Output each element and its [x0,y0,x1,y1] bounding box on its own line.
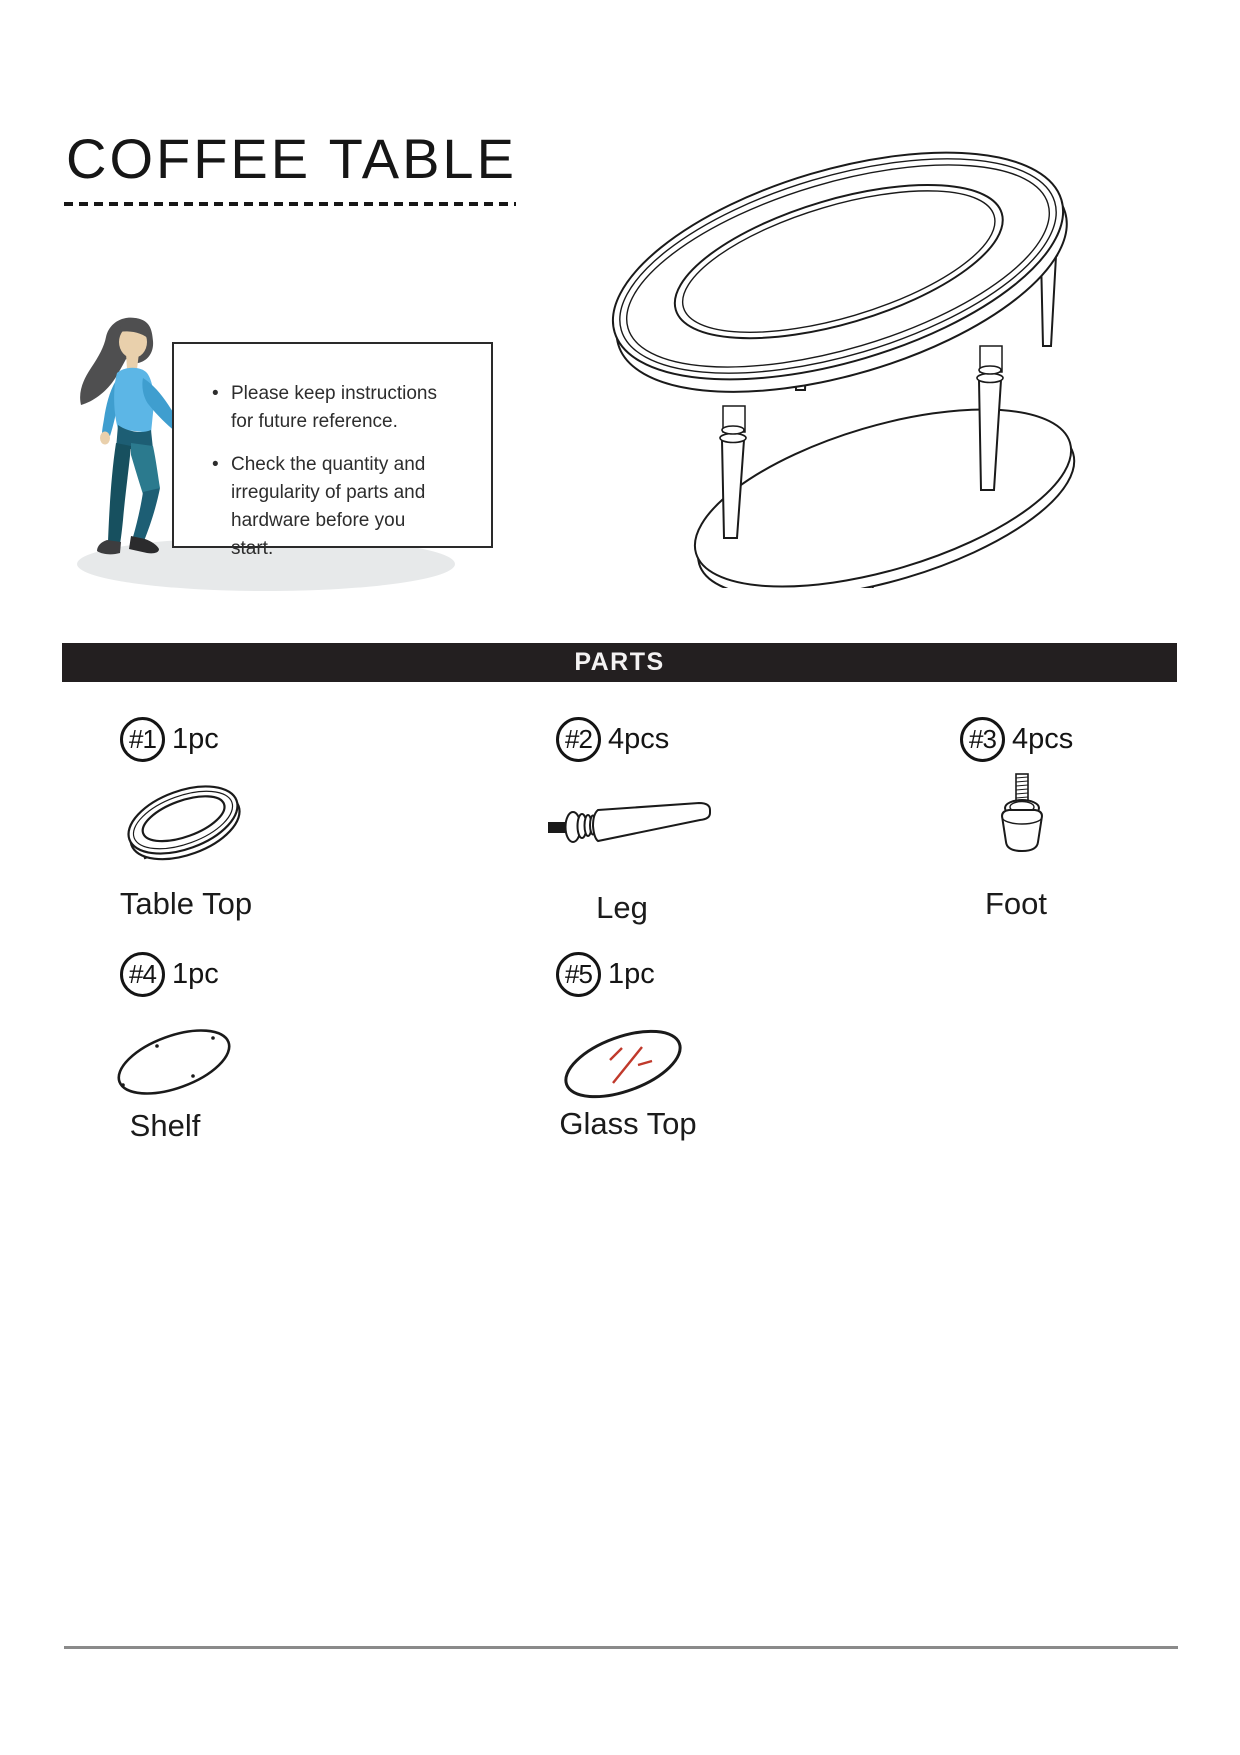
back-shoe [97,540,121,554]
table-top-ring [588,118,1080,437]
part-3-name: Foot [984,886,1048,921]
notice-list [210,380,451,563]
part-4-drawing-shelf [112,1022,238,1104]
part-1-heading [120,716,219,762]
part-5-drawing-glass-top [558,1020,692,1108]
part-5-qty: 1pc [608,957,655,990]
part-5-heading [556,951,655,997]
part-4-badge: #4 [120,952,165,997]
page-title: COFFEE TABLE [66,127,517,190]
part-1-qty: 1pc [172,722,219,755]
part-4-name: Shelf [129,1108,201,1143]
part-1-badge: #1 [120,717,165,762]
parts-section-header [62,643,1177,682]
part-1-drawing-table-top [118,776,248,868]
part-2-heading [556,716,669,762]
part-2-badge: #2 [556,717,601,762]
notice-box [172,342,493,559]
part-3-badge: #3 [960,717,1005,762]
part-3-qty: 4pcs [1012,722,1074,755]
part-1-name: Table Top [119,886,253,921]
part-4-qty: 1pc [172,957,219,990]
part-5-name: Glass Top [559,1106,697,1141]
footer-divider [64,1646,1178,1649]
coffee-table-drawing [588,118,1080,588]
notice-bullet: • Please keep instructions for future reference. [210,380,451,436]
part-5-badge: #5 [556,952,601,997]
title-dashed-underline [64,202,516,206]
parts-header-label: PARTS [574,648,665,676]
part-3-drawing-foot [995,772,1049,858]
part-4-heading [120,951,219,997]
part-2-drawing-leg [546,800,714,854]
part-2-name: Leg [596,890,648,925]
part-3-heading [960,716,1073,762]
part-2-qty: 4pcs [608,722,670,755]
woman-illustration [72,315,188,561]
notice-bullet: • Check the quantity and irregularity of parts and hardware before you start. [210,451,451,563]
